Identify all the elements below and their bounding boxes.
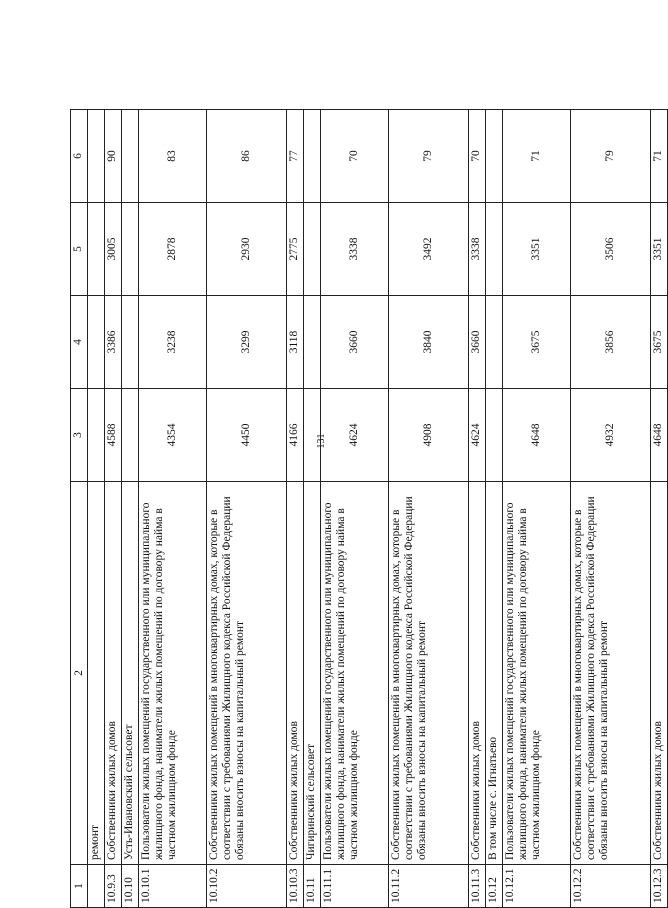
row-name-cell: Пользователи жилых помещений государственного или муниципального жилищного фонда, наниматели жилых помещений по договору найма в частном жилищном фонде xyxy=(139,482,207,865)
value-cell-5: 3005 xyxy=(105,203,122,296)
value-cell-3: 4624 xyxy=(469,389,486,482)
value-cell-6 xyxy=(122,110,139,203)
value-cell-5 xyxy=(88,203,105,296)
row-number-cell: 10.12.2 xyxy=(571,865,651,908)
row-number-cell: 10.12 xyxy=(486,865,503,908)
value-cell-3 xyxy=(304,389,321,482)
value-cell-6: 71 xyxy=(651,110,668,203)
value-cell-5 xyxy=(304,203,321,296)
value-cell-6: 79 xyxy=(571,110,651,203)
table-row xyxy=(304,110,321,908)
value-cell-5 xyxy=(486,203,503,296)
table-body xyxy=(71,110,668,908)
value-cell-3: 4908 xyxy=(389,389,469,482)
row-name-cell: Собственники жилых помещений в многоквартирных домах, которые в соответствии с требованиями Жилищного кодекса Российской Федерации обязаны вносить взносы на капитальный ремонт xyxy=(389,482,469,865)
value-cell-3: 4588 xyxy=(105,389,122,482)
value-cell-3 xyxy=(486,389,503,482)
value-cell-5: 3351 xyxy=(651,203,668,296)
value-cell-6: 90 xyxy=(105,110,122,203)
value-cell-3: 4624 xyxy=(321,389,389,482)
value-cell-3: 4648 xyxy=(503,389,571,482)
value-cell-5: 2878 xyxy=(139,203,207,296)
value-cell-5: 3492 xyxy=(389,203,469,296)
table-row xyxy=(287,110,304,908)
row-number-cell: 10.10.3 xyxy=(287,865,304,908)
value-cell-3: 4354 xyxy=(139,389,207,482)
header-cell: 5 xyxy=(71,203,88,296)
row-number-cell: 10.11.3 xyxy=(469,865,486,908)
value-cell-6: 70 xyxy=(321,110,389,203)
table-row xyxy=(651,110,668,908)
row-number-cell: 10.11.2 xyxy=(389,865,469,908)
row-name-cell: Собственники жилых домов xyxy=(105,482,122,865)
value-cell-3 xyxy=(122,389,139,482)
value-cell-4 xyxy=(486,296,503,389)
value-cell-4 xyxy=(304,296,321,389)
row-number-cell: 10.10.1 xyxy=(139,865,207,908)
row-name-cell: Собственники жилых домов xyxy=(287,482,304,865)
row-name-cell: ремонт xyxy=(88,482,105,865)
value-cell-4 xyxy=(88,296,105,389)
table-row xyxy=(105,110,122,908)
table-row xyxy=(139,110,207,908)
value-cell-6: 70 xyxy=(469,110,486,203)
header-cell: 2 xyxy=(71,482,88,865)
value-cell-4: 3675 xyxy=(651,296,668,389)
value-cell-3: 4450 xyxy=(207,389,287,482)
value-cell-5: 3338 xyxy=(321,203,389,296)
value-cell-4: 3660 xyxy=(321,296,389,389)
value-cell-6 xyxy=(304,110,321,203)
row-name-cell: Пользователи жилых помещений государственного или муниципального жилищного фонда, наниматели жилых помещений по договору найма в частном жилищном фонде xyxy=(321,482,389,865)
row-name-cell: Чигиринский сельсовет xyxy=(304,482,321,865)
value-cell-5: 3506 xyxy=(571,203,651,296)
table-row xyxy=(571,110,651,908)
header-cell: 3 xyxy=(71,389,88,482)
tariff-table-wrapper xyxy=(70,138,665,908)
table-header-row xyxy=(71,110,88,908)
value-cell-6: 71 xyxy=(503,110,571,203)
row-name-cell: Собственники жилых помещений в многоквартирных домах, которые в соответствии с требованиями Жилищного кодекса Российской Федерации обязаны вносить взносы на капитальный ремонт xyxy=(571,482,651,865)
tariff-table xyxy=(70,109,668,908)
value-cell-6: 79 xyxy=(389,110,469,203)
row-number-cell: 10.12.3 xyxy=(651,865,668,908)
value-cell-3: 4932 xyxy=(571,389,651,482)
value-cell-6: 86 xyxy=(207,110,287,203)
value-cell-4: 3299 xyxy=(207,296,287,389)
value-cell-5: 3338 xyxy=(469,203,486,296)
value-cell-4 xyxy=(122,296,139,389)
value-cell-6 xyxy=(88,110,105,203)
row-name-cell: Собственники жилых домов xyxy=(469,482,486,865)
page-number: 131 xyxy=(316,433,327,449)
row-number-cell: 10.10 xyxy=(122,865,139,908)
row-number-cell xyxy=(88,865,105,908)
row-number-cell: 10.11 xyxy=(304,865,321,908)
value-cell-5: 3351 xyxy=(503,203,571,296)
value-cell-3 xyxy=(88,389,105,482)
value-cell-5: 2775 xyxy=(287,203,304,296)
value-cell-4: 3840 xyxy=(389,296,469,389)
value-cell-6 xyxy=(486,110,503,203)
table-row xyxy=(503,110,571,908)
value-cell-5: 2930 xyxy=(207,203,287,296)
row-number-cell: 10.11.1 xyxy=(321,865,389,908)
value-cell-4: 3238 xyxy=(139,296,207,389)
row-name-cell: Пользователи жилых помещений государственного или муниципального жилищного фонда, наниматели жилых помещений по договору найма в частном жилищном фонде xyxy=(503,482,571,865)
value-cell-5 xyxy=(122,203,139,296)
row-name-cell: Усть-Ивановский сельсовет xyxy=(122,482,139,865)
table-row xyxy=(122,110,139,908)
row-name-cell: В том числе с. Игнатьево xyxy=(486,482,503,865)
value-cell-6: 83 xyxy=(139,110,207,203)
header-cell: 1 xyxy=(71,865,88,908)
table-row xyxy=(88,110,105,908)
value-cell-3: 4648 xyxy=(651,389,668,482)
row-number-cell: 10.9.3 xyxy=(105,865,122,908)
value-cell-4: 3660 xyxy=(469,296,486,389)
value-cell-3: 4166 xyxy=(287,389,304,482)
row-number-cell: 10.10.2 xyxy=(207,865,287,908)
value-cell-4: 3856 xyxy=(571,296,651,389)
value-cell-4: 3386 xyxy=(105,296,122,389)
value-cell-4: 3118 xyxy=(287,296,304,389)
row-number-cell: 10.12.1 xyxy=(503,865,571,908)
header-cell: 6 xyxy=(71,110,88,203)
table-row xyxy=(207,110,287,908)
row-name-cell: Собственники жилых помещений в многоквартирных домах, которые в соответствии с требованиями Жилищного кодекса Российской Федерации обязаны вносить взносы на капитальный ремонт xyxy=(207,482,287,865)
table-row xyxy=(389,110,469,908)
row-name-cell: Собственники жилых домов xyxy=(651,482,668,865)
value-cell-4: 3675 xyxy=(503,296,571,389)
header-cell: 4 xyxy=(71,296,88,389)
table-row xyxy=(486,110,503,908)
value-cell-6: 77 xyxy=(287,110,304,203)
table-row xyxy=(469,110,486,908)
table-row xyxy=(321,110,389,908)
